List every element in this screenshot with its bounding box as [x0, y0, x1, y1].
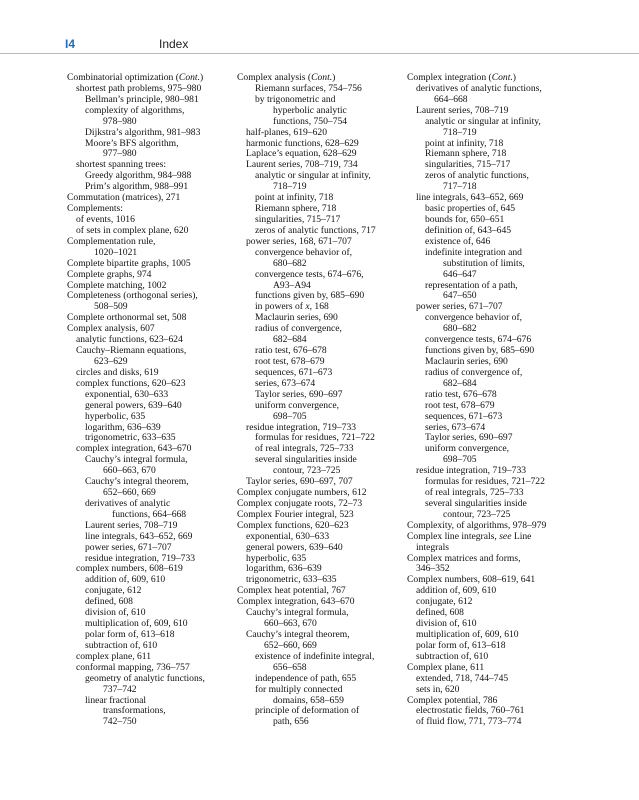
index-entry: derivatives of analytic — [85, 497, 171, 509]
index-entry: Riemann sphere, 718 — [255, 203, 337, 215]
index-entry: Bellman’s principle, 980–981 — [85, 93, 199, 105]
index-entry: Taylor series, 690–697 — [255, 388, 343, 400]
index-entry: Complex plane, 611 — [407, 661, 485, 673]
index-entry: definition of, 643–645 — [425, 224, 512, 236]
index-entry: complex numbers, 608–619 — [76, 563, 183, 575]
index-column-3 — [407, 73, 575, 728]
index-entry: existence of indefinite integral, — [255, 650, 375, 662]
index-entry: 682–684 — [443, 377, 477, 389]
index-entry: singularities, 715–717 — [425, 159, 511, 171]
index-entry: Prim’s algorithm, 988–991 — [85, 181, 189, 193]
index-entry: Complex integration, 643–670 — [237, 596, 355, 608]
index-entry: singularities, 715–717 — [255, 213, 341, 225]
page-header — [0, 0, 639, 56]
index-entry: 646–647 — [443, 268, 477, 280]
index-entry: complex functions, 620–623 — [76, 377, 186, 389]
index-entry: Moore’s BFS algorithm, — [85, 137, 179, 149]
index-entry: 977–980 — [103, 148, 137, 160]
index-column-1 — [67, 73, 235, 728]
index-entry: existence of, 646 — [425, 235, 491, 247]
index-entry: radius of convergence, — [255, 323, 342, 335]
index-entry: Complete graphs, 974 — [67, 268, 152, 280]
index-entry: Complex functions, 620–623 — [237, 519, 349, 531]
index-entry: complex integration, 643–670 — [76, 443, 192, 455]
index-entry: contour, 723–725 — [273, 465, 341, 477]
index-entry: 717–718 — [443, 181, 477, 193]
index-entry: uniform convergence, — [425, 443, 510, 455]
index-entry: Taylor series, 690–697, 707 — [246, 476, 353, 488]
index-entry: logarithm, 636–639 — [85, 421, 161, 433]
index-entry: exponential, 630–633 — [85, 388, 169, 400]
index-entry: 1020–1021 — [94, 246, 138, 258]
index-entry: line integrals, 643–652, 669 — [85, 530, 193, 542]
index-entry: 718–719 — [273, 181, 307, 193]
index-entry: circles and disks, 619 — [76, 366, 159, 378]
index-entry: 978–980 — [103, 115, 137, 127]
index-entry: Complex matrices and forms, — [407, 552, 521, 564]
index-entry: addition of, 609, 610 — [416, 585, 497, 597]
index-column-2 — [237, 73, 405, 728]
index-entry: Complements: — [67, 203, 123, 215]
index-entry: 664–668 — [434, 93, 468, 105]
index-entry: conformal mapping, 736–757 — [76, 661, 190, 673]
index-entry: 680–682 — [443, 323, 477, 335]
index-entry: formulas for residues, 721–722 — [255, 432, 375, 444]
index-entry: multiplication of, 609, 610 — [85, 618, 188, 630]
index-entry: complex plane, 611 — [76, 650, 152, 662]
index-entry: of real integrals, 725–733 — [425, 487, 524, 499]
index-entry: contour, 723–725 — [443, 508, 511, 520]
index-entry: Greedy algorithm, 984–988 — [85, 170, 192, 182]
index-entry: subtraction of, 610 — [416, 650, 489, 662]
index-entry: multiplication of, 609, 610 — [416, 629, 519, 641]
index-entry: of fluid flow, 771, 773–774 — [416, 716, 522, 728]
index-entry: electrostatic fields, 760–761 — [416, 705, 525, 717]
index-entry: Complex analysis, 607 — [67, 323, 155, 335]
index-entry: Laurent series, 708–719 — [416, 104, 509, 116]
index-entry: Laurent series, 708–719, 734 — [246, 159, 358, 171]
index-entry: analytic or singular at infinity, — [255, 170, 371, 182]
index-entry: basic properties of, 645 — [425, 203, 516, 215]
index-entry: Maclaurin series, 690 — [425, 355, 508, 367]
index-entry: Complete matching, 1002 — [67, 279, 167, 291]
index-entry: residue integration, 719–733 — [85, 552, 196, 564]
index-entry: polar form of, 613–618 — [416, 639, 506, 651]
index-entry: Complex line integrals, see Line — [407, 530, 532, 542]
index-entry: analytic or singular at infinity, — [425, 115, 541, 127]
index-entry: addition of, 609, 610 — [85, 574, 166, 586]
index-entry: exponential, 630–633 — [246, 530, 330, 542]
index-entry: extended, 718, 744–745 — [416, 672, 509, 684]
index-entry: sequences, 671–673 — [255, 366, 333, 378]
index-entry: Complex conjugate roots, 72–73 — [237, 497, 363, 509]
header-rule — [0, 53, 639, 54]
index-entry: derivatives of analytic functions, — [416, 82, 542, 94]
index-entry: Cauchy’s integral theorem, — [85, 476, 189, 488]
index-entry: point at infinity, 718 — [425, 137, 504, 149]
index-entry: several singularities inside — [425, 497, 527, 509]
index-entry: Complex integration (Cont.) — [407, 72, 516, 83]
index-entry: of real integrals, 725–733 — [255, 443, 354, 455]
index-entry: Completeness (orthogonal series), — [67, 290, 198, 302]
index-entry: Cauchy’s integral formula, — [85, 454, 188, 466]
index-entry: conjugate, 612 — [416, 596, 473, 608]
index-entry: defined, 608 — [416, 607, 464, 619]
index-entry: principle of deformation of — [255, 705, 360, 717]
index-entry: Complex conjugate numbers, 612 — [237, 487, 367, 499]
running-head: Index — [159, 37, 189, 51]
index-entry: Cauchy’s integral theorem, — [246, 629, 350, 641]
index-entry: representation of a path, — [425, 279, 518, 291]
index-entry: division of, 610 — [85, 607, 146, 619]
index-entry: uniform convergence, — [255, 399, 340, 411]
index-entry: trigonometric, 633–635 — [85, 432, 176, 444]
index-entry: path, 656 — [273, 716, 309, 728]
index-entry: zeros of analytic functions, 717 — [255, 224, 376, 236]
index-entry: power series, 671–707 — [85, 541, 172, 553]
index-entry: transformations, — [103, 705, 166, 717]
index-entry: complexity of algorithms, — [85, 104, 185, 116]
index-entry: for multiply connected — [255, 683, 343, 695]
index-entry: subtraction of, 610 — [85, 639, 158, 651]
index-entry: bounds for, 650–651 — [425, 213, 505, 225]
index-entry: series, 673–674 — [255, 377, 316, 389]
index-entry: analytic functions, 623–624 — [76, 334, 183, 346]
index-entry: Combinatorial optimization (Cont.) — [67, 72, 204, 83]
index-entry: convergence tests, 674–676, — [255, 268, 364, 280]
index-entry: Riemann surfaces, 754–756 — [255, 82, 362, 94]
index-entry: Complexity, of algorithms, 978–979 — [407, 519, 547, 531]
index-entry: point at infinity, 718 — [255, 192, 334, 204]
index-entry: Cauchy’s integral formula, — [246, 607, 349, 619]
page-number: I4 — [65, 37, 76, 51]
index-entry: independence of path, 655 — [255, 672, 357, 684]
index-entry: defined, 608 — [85, 596, 133, 608]
index-entry: 737–742 — [103, 683, 137, 695]
index-entry: 698–705 — [443, 454, 477, 466]
index-entry: zeros of analytic functions, — [425, 170, 529, 182]
index-entry: power series, 168, 671–707 — [246, 235, 352, 247]
index-entry: Complex Fourier integral, 523 — [237, 508, 354, 520]
index-entry: line integrals, 643–652, 669 — [416, 192, 524, 204]
index-entry: half-planes, 619–620 — [246, 126, 327, 138]
index-entry: 656–658 — [273, 661, 307, 673]
index-entry: Riemann sphere, 718 — [425, 148, 507, 160]
index-entry: Complex numbers, 608–619, 641 — [407, 574, 536, 586]
index-entry: 742–750 — [103, 716, 137, 728]
index-entry: shortest spanning trees: — [76, 159, 167, 171]
index-entry: functions given by, 685–690 — [425, 345, 535, 357]
index-entry: hyperbolic analytic — [273, 104, 347, 116]
index-entry: Taylor series, 690–697 — [425, 432, 513, 444]
index-entry: geometry of analytic functions, — [85, 672, 205, 684]
index-entry: radius of convergence of, — [425, 366, 523, 378]
index-entry: logarithm, 636–639 — [246, 563, 322, 575]
index-entry: general powers, 639–640 — [246, 541, 343, 553]
index-entry: formulas for residues, 721–722 — [425, 476, 545, 488]
index-entry: domains, 658–659 — [273, 694, 344, 706]
index-entry: 346–352 — [416, 563, 450, 575]
index-entry: hyperbolic, 635 — [85, 410, 146, 422]
index-entry: Commutation (matrices), 271 — [67, 192, 181, 204]
index-entry: shortest path problems, 975–980 — [76, 82, 202, 94]
index-entry: 508–509 — [94, 301, 128, 313]
index-entry: harmonic functions, 628–629 — [246, 137, 359, 149]
index-entry: Complete orthonormal set, 508 — [67, 312, 187, 324]
index-entry: residue integration, 719–733 — [416, 465, 527, 477]
index-entry: of sets in complex plane, 620 — [76, 224, 189, 236]
index-entry: division of, 610 — [416, 618, 477, 630]
index-entry: 718–719 — [443, 126, 477, 138]
index-entry: by trigonometric and — [255, 93, 336, 105]
index-entry: series, 673–674 — [425, 421, 486, 433]
index-entry: in powers of x, 168 — [255, 301, 329, 313]
index-entry: general powers, 639–640 — [85, 399, 182, 411]
index-entry: root test, 678–679 — [425, 399, 495, 411]
index-entry: sequences, 671–673 — [425, 410, 503, 422]
index-entry: polar form of, 613–618 — [85, 629, 175, 641]
index-entry: indefinite integration and — [425, 246, 522, 258]
index-entry: 698–705 — [273, 410, 307, 422]
index-entry: 652–660, 669 — [103, 487, 156, 499]
index-entry: Complex heat potential, 767 — [237, 585, 346, 597]
index-entry: residue integration, 719–733 — [246, 421, 357, 433]
index-entry: 682–684 — [273, 334, 307, 346]
index-entry: 652–660, 669 — [264, 639, 317, 651]
index-entry: Dijkstra’s algorithm, 981–983 — [85, 126, 201, 138]
index-entry: sets in, 620 — [416, 683, 460, 695]
index-entry: 660–663, 670 — [264, 618, 317, 630]
index-entry: root test, 678–679 — [255, 355, 325, 367]
index-entry: conjugate, 612 — [85, 585, 142, 597]
index-entry: convergence tests, 674–676 — [425, 334, 532, 346]
index-entry: Complementation rule, — [67, 235, 156, 247]
index-entry: power series, 671–707 — [416, 301, 503, 313]
index-entry: Complete bipartite graphs, 1005 — [67, 257, 191, 269]
index-entry: 660–663, 670 — [103, 465, 156, 477]
index-entry: ratio test, 676–678 — [425, 388, 497, 400]
index-entry: trigonometric, 633–635 — [246, 574, 337, 586]
index-entry: several singularities inside — [255, 454, 357, 466]
index-entry: substitution of limits, — [443, 257, 525, 269]
index-entry: convergence behavior of, — [425, 312, 523, 324]
index-entry: ratio test, 676–678 — [255, 345, 327, 357]
index-entry: convergence behavior of, — [255, 246, 353, 258]
index-entry: Laurent series, 708–719 — [85, 519, 178, 531]
index-entry: Maclaurin series, 690 — [255, 312, 338, 324]
index-entry: functions given by, 685–690 — [255, 290, 365, 302]
index-entry: Laplace’s equation, 628–629 — [246, 148, 357, 160]
index-entry: functions, 750–754 — [273, 115, 348, 127]
index-entry: 680–682 — [273, 257, 307, 269]
index-entry: Cauchy–Riemann equations, — [76, 345, 187, 357]
index-entry: linear fractional — [85, 694, 146, 706]
index-entry: integrals — [416, 541, 450, 553]
index-entry: 647–650 — [443, 290, 477, 302]
index-entry: 623–629 — [94, 355, 128, 367]
index-entry: Complex analysis (Cont.) — [237, 72, 336, 83]
index-entry: of events, 1016 — [76, 213, 135, 225]
index-entry: functions, 664–668 — [112, 508, 187, 520]
index-entry: hyperbolic, 635 — [246, 552, 307, 564]
index-entry: A93–A94 — [273, 279, 311, 291]
index-entry: Complex potential, 786 — [407, 694, 498, 706]
